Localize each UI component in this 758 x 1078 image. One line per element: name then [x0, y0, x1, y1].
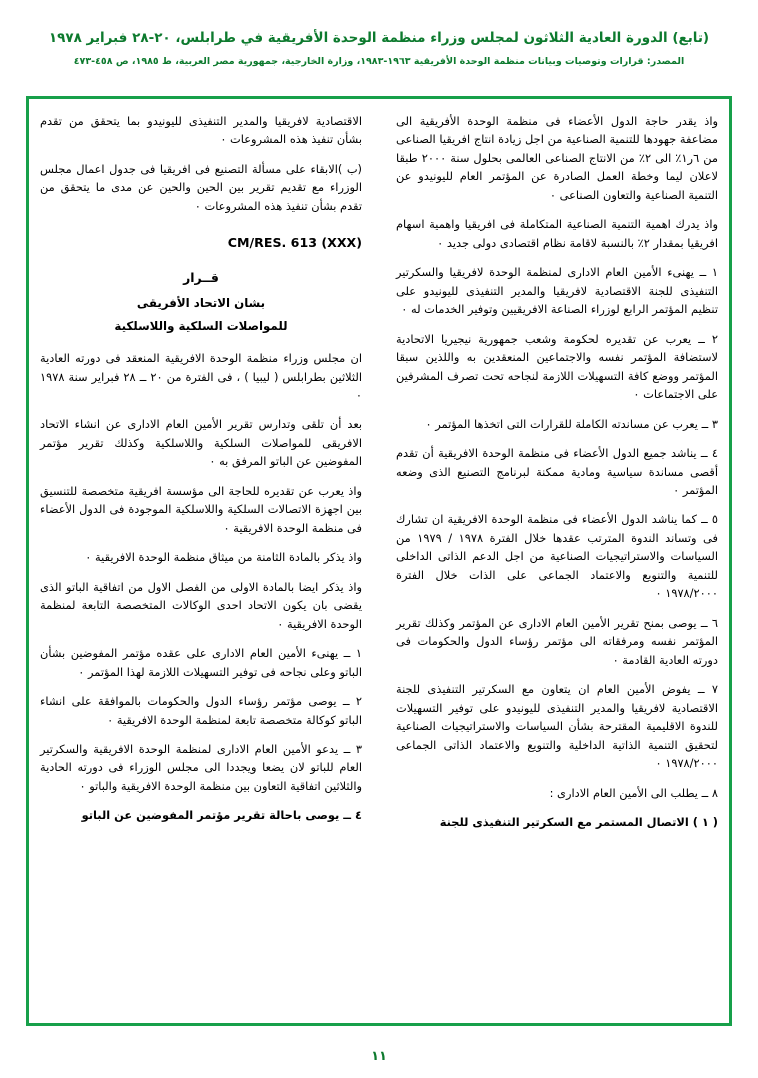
paragraph: ان مجلس وزراء منظمة الوحدة الافريقية المنعقد فى دورته العادية الثلاثين بطرابلس ( ليبيا ) ، فى الفترة من ٢٠ ــ ٢٨ فبراير سنة ١٩٧٨ ٠: [40, 351, 362, 402]
resolution-code: CM/RES. 613 (XXX): [227, 235, 362, 251]
paragraph: واذ يذكر بالمادة الثامنة من ميثاق منظمة الوحدة الافريقية ٠: [85, 550, 362, 565]
paragraph: واذ يذكر ايضا بالمادة الاولى من الفصل الاول من اتفاقية الباتو الذى يقضى بان يكون الاتحاد احدى الوكالات المتخصصة التابعة لمنظمة الوحدة الافريقية ٠: [40, 579, 362, 631]
resolution-subheading-1: بشان الاتحاد الأفريقى: [136, 295, 266, 310]
paragraph: ٣ ــ يدعو الأمين العام الادارى لمنظمة الوحدة الافريقية والسكرتير العام للباتو لان يضعا ويجددا الى مجلس الوزراء فى دورته الحادية والثلاثين اتفاقية التعاون بين منظمة الوحدة الافريقية والباتو ٠: [40, 742, 362, 793]
page-number: ١١: [371, 1049, 387, 1064]
paragraph: واذ يقدر حاجة الدول الأعضاء فى منظمة الوحدة الأفريقية الى مضاعفة جهودها للتنمية الصناعية من اجل زيادة انتاج افريقيا الصناعى من ٦ر١٪ الى ٢٪ من الانتاج الصناعى العالمى بحلول سنة ٢٠٠٠ طبقا لاعلان ليما وخطة العمل الصادرة عن المؤتمر العام لليونيدو عن التنمية الصناعية والتعاون الصناعى ٠: [396, 114, 719, 202]
page-header: [34, 28, 724, 69]
resolution-heading: قــرار: [183, 269, 219, 285]
paragraph: ٢ ــ يوصى مؤتمر رؤساء الدول والحكومات بالموافقة على انشاء الباتو كوكالة متخصصة تابعة لمنظمة الوحدة الافريقية ٠: [40, 694, 362, 727]
paragraph: الاقتصادية لافريقيا والمدير التنفيذى لليونيدو بما يتحقق من تقدم بشأن تنفيذ هذه المشروعات ٠: [40, 114, 362, 147]
paragraph: ٤ ــ يوصى باحالة تقرير مؤتمر المفوضين عن الباتو: [81, 808, 362, 823]
column-left: [40, 112, 362, 1012]
paragraph: ٨ ــ يطلب الى الأمين العام الادارى :: [549, 785, 718, 800]
paragraph: بعد أن تلقى وتدارس تقرير الأمين العام الادارى عن انشاء الاتحاد الافريقى للمواصلات السلكية واللاسلكية وكذلك تقرير مؤتمر المفوضين عن الباتو المرفق به ٠: [40, 417, 362, 469]
paragraph: ٢ ــ يعرب عن تقديره لحكومة وشعب جمهورية نيجيريا الاتحادية لاستضافة المؤتمر نفسه والاجتماعين المنعقدين به واللذين سبقا المؤتمر ووضع كافة التسهيلات اللازمة لنجاحه تحت تصرف المشرفين على الاجتماعات ٠: [396, 331, 718, 402]
paragraph: ٧ ــ يفوض الأمين العام ان يتعاون مع السكرتير التنفيذى للجنة الاقتصادية لافريقيا والمدير التنفيذى لليونيدو على توفير التسهيلات للندوة الاقليمية المقترحة بشأن السياسات والاستراتيجيات الصناعية لتحقيق التنمية الذاتية الداخلية والتنويع والاعتماد الذاتى الجماعى ١٩٧٨/٢٠٠٠ ٠: [396, 682, 718, 771]
column-right: [396, 112, 718, 1012]
paragraph: ٦ ــ يوصى بمنح تقرير الأمين العام الادارى عن المؤتمر وكذلك تقرير المؤتمر نفسه ومرفقاته الى مؤتمر رؤساء الدول والحكومات فى دورته العادية القادمة ٠: [396, 615, 718, 667]
paragraph: ١ ــ يهنىء الأمين العام الادارى على عقده مؤتمر المفوضين بشأن الباتو وعلى نجاحه فى توفير التسهيلات اللازمة لهذا المؤتمر ٠: [40, 646, 362, 679]
paragraph: ( ١ ) الاتصال المستمر مع السكرتير التنفيذى للجنة: [439, 815, 718, 829]
paragraph: ٣ ــ يعرب عن مساندته الكاملة للقرارات التى اتخذها المؤتمر ٠: [425, 416, 718, 431]
two-column-body: [40, 112, 718, 1012]
paragraph: واذ يدرك اهمية التنمية الصناعية المتكاملة فى افريقيا واهمية اسهام افريقيا بمقدار ٢٪ بالنسبة لاقامة نظام اقتصادى دولى جديد ٠: [396, 217, 718, 250]
header-source: المصدر: قرارات وتوصيات وبيانات منظمة الوحدة الأفريقية ١٩٦٣-١٩٨٣، وزارة الخارجية، جمهورية مصر العربية، ط ١٩٨٥، ص ٤٥٨-٤٧٣: [73, 56, 685, 68]
paragraph: ٤ ــ يناشد جميع الدول الأعضاء فى منظمة الوحدة الافريقية أن تقدم أقصى مساندة سياسية ومادية ممكنة لبرنامج التصنيع الذى وضعه المؤتمر ٠: [396, 446, 718, 497]
paragraph: واذ يعرب عن تقديره للحاجة الى مؤسسة افريقية متخصصة للتنسيق بين اجهزة الاتصالات السلكية واللاسلكية الموجودة فى الدول الأعضاء فى منظمة الوحدة الافريقية ٠: [40, 483, 362, 535]
paragraph: (ب )الابقاء على مسألة التصنيع فى افريقيا فى جدول اعمال مجلس الوزراء مع تقديم تقرير بين الحين والحين عن مدى ما يتحقق من تقدم بشأن تنفيذ هذه المشروعات ٠: [40, 161, 362, 213]
paragraph: ٥ ــ كما يناشد الدول الأعضاء فى منظمة الوحدة الافريقية ان تشارك فى وتساند الندوة المترتب عقدها خلال الفترة ١٩٧٨ / ١٩٧٩ من السياسات والاستراتيجيات الصناعية من اجل الدعم الذاتى الداخلى للتنمية والتنويع والاعتماد الجماعى على الذات خلال الفترة ١٩٧٨/٢٠٠٠ ٠: [396, 512, 718, 601]
resolution-subheading-2: للمواصلات السلكية واللاسلكية: [114, 318, 288, 333]
paragraph: ١ ــ يهنىء الأمين العام الادارى لمنظمة الوحدة لافريقيا والسكرتير التنفيذى للجنة الاقتصادية لافريقيا والمدير التنفيذى لليونيدو على تنظيم المؤتمر الرابع لوزراء الصناعة الافريقيين وتوفير الخدمات له ٠: [396, 265, 718, 317]
header-title: (تابع) الدورة العادية الثلاثون لمجلس وزراء منظمة الوحدة الأفريقية في طرابلس، ٢٠-٢٨ فبراير ١٩٧٨: [48, 30, 710, 46]
